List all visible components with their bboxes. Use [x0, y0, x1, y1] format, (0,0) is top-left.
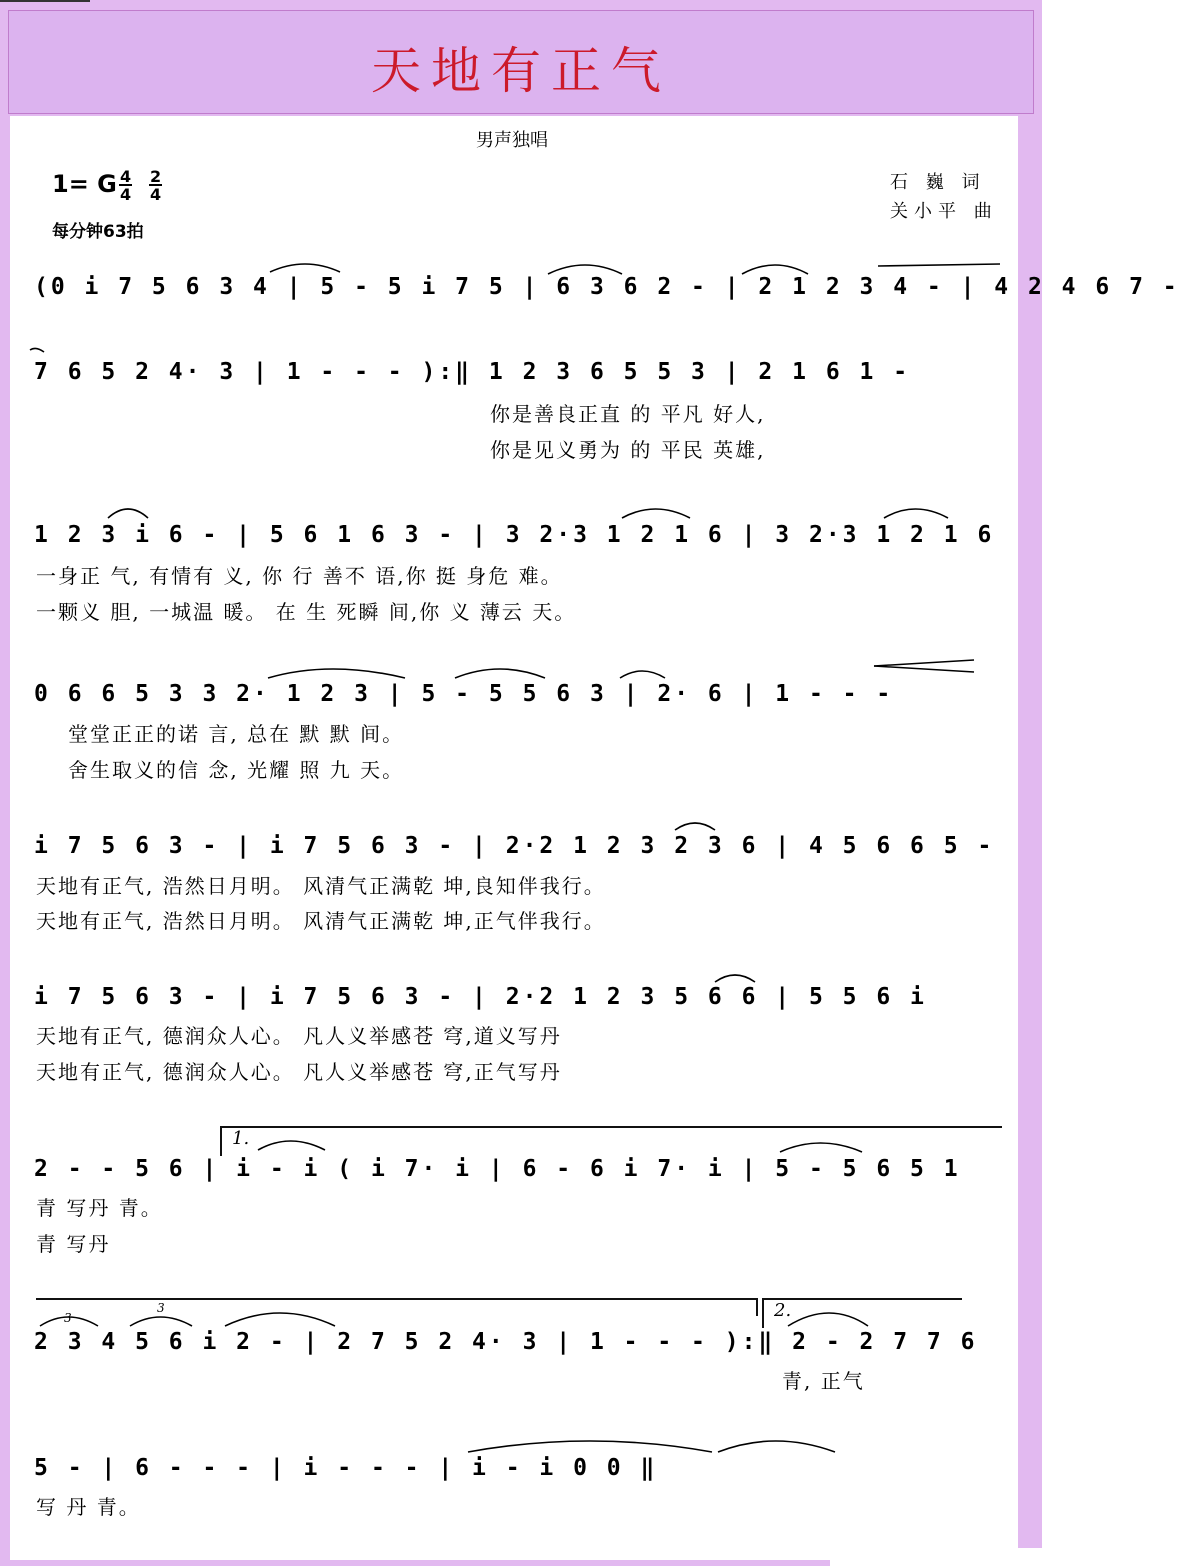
score-line-4-notes: 0 6 6 5 3 3 2· 1 2 3 | 5 - 5 5 6 3 | 2· 6 | 1 - - -: [34, 681, 894, 707]
line-5-lyrics-verse-2: 天地有正气, 浩然日月明。 风清气正满乾 坤,正气伴我行。: [36, 909, 606, 933]
score-line-6-notes: i 7 5 6 3 - | i 7 5 6 3 - | 2·2 1 2 3 5 6 6 | 5 5 6 i: [34, 984, 927, 1010]
line-9-lyrics: 写 丹 青。: [36, 1495, 141, 1519]
line-5-lyrics-verse-1: 天地有正气, 浩然日月明。 风清气正满乾 坤,良知伴我行。: [36, 874, 606, 898]
time-sig-1-num: 4: [120, 167, 132, 186]
score-line-2-notes: 7 6 5 2 4· 3 | 1 - - - ):‖ 1 2 3 6 5 5 3 | 2 1 6 1 -: [34, 359, 911, 385]
song-title: 天地有正气: [371, 42, 671, 100]
score-line-8-notes: 2 3 4 5 6 i 2 - | 2 7 5 2 4· 3 | 1 - - - ):‖ 2 - 2 7 7 6: [34, 1329, 978, 1355]
line-7-lyrics-verse-2: 青 写丹: [36, 1232, 111, 1256]
line-2-lyrics-verse-1: 你是善良正直 的 平凡 好人,: [490, 402, 766, 426]
line-7-lyrics-verse-1: 青 写丹 青。: [36, 1196, 163, 1220]
svg-text:3: 3: [157, 1301, 165, 1315]
performance-type: 男声独唱: [476, 130, 548, 151]
score-line-9-notes: 5 - | 6 - - - | i - - - | i - i 0 0 ‖: [34, 1455, 658, 1481]
svg-text:3: 3: [64, 1311, 72, 1325]
score-line-3-notes: 1 2 3 i 6 - | 5 6 1 6 3 - | 3 2·3 1 2 1 6 | 3 2·3 1 2 1 6: [34, 522, 995, 548]
line-4-lyrics-verse-1: 堂堂正正的诺 言, 总在 默 默 间。: [68, 722, 405, 746]
score-line-5-notes: i 7 5 6 3 - | i 7 5 6 3 - | 2·2 1 2 3 2 3 6 | 4 5 6 6 5 -: [34, 833, 995, 859]
second-ending-label: 2.: [774, 1300, 792, 1321]
lyricist-credit: 石 巍 词: [890, 172, 986, 193]
first-ending-label: 1.: [232, 1128, 250, 1149]
line-6-lyrics-verse-1: 天地有正气, 德润众人心。 凡人义举感苍 穹,道义写丹: [36, 1024, 562, 1048]
line-4-lyrics-verse-2: 舍生取义的信 念, 光耀 照 九 天。: [68, 758, 405, 782]
line-3-lyrics-verse-1: 一身正 气, 有情有 义, 你 行 善不 语,你 挺 身危 难。: [36, 564, 563, 588]
score-line-1-notes: (0 i 7 5 6 3 4 | 5 - 5 i 7 5 | 6 3 6 2 - | 2 1 2 3 4 - | 4 2 4 6 7 -: [34, 274, 1180, 300]
key-signature: 1= G: [52, 170, 117, 198]
time-sig-2-num: 2: [150, 167, 162, 186]
line-3-lyrics-verse-2: 一颗义 胆, 一城温 暖。 在 生 死瞬 间,你 义 薄云 天。: [36, 600, 577, 624]
tempo-marking: 每分钟63拍: [52, 222, 144, 242]
time-sig-1-den: 4: [120, 185, 132, 204]
time-sig-2-den: 4: [150, 185, 162, 204]
score-line-7-notes: 2 - - 5 6 | i - i ( i 7· i | 6 - 6 i 7· i | 5 - 5 6 5 1: [34, 1156, 961, 1182]
line-6-lyrics-verse-2: 天地有正气, 德润众人心。 凡人义举感苍 穹,正气写丹: [36, 1060, 562, 1084]
line-8-lyrics: 青, 正气: [782, 1369, 865, 1393]
composer-credit: 关小平 曲: [890, 201, 998, 222]
line-2-lyrics-verse-2: 你是见义勇为 的 平民 英雄,: [490, 438, 766, 462]
